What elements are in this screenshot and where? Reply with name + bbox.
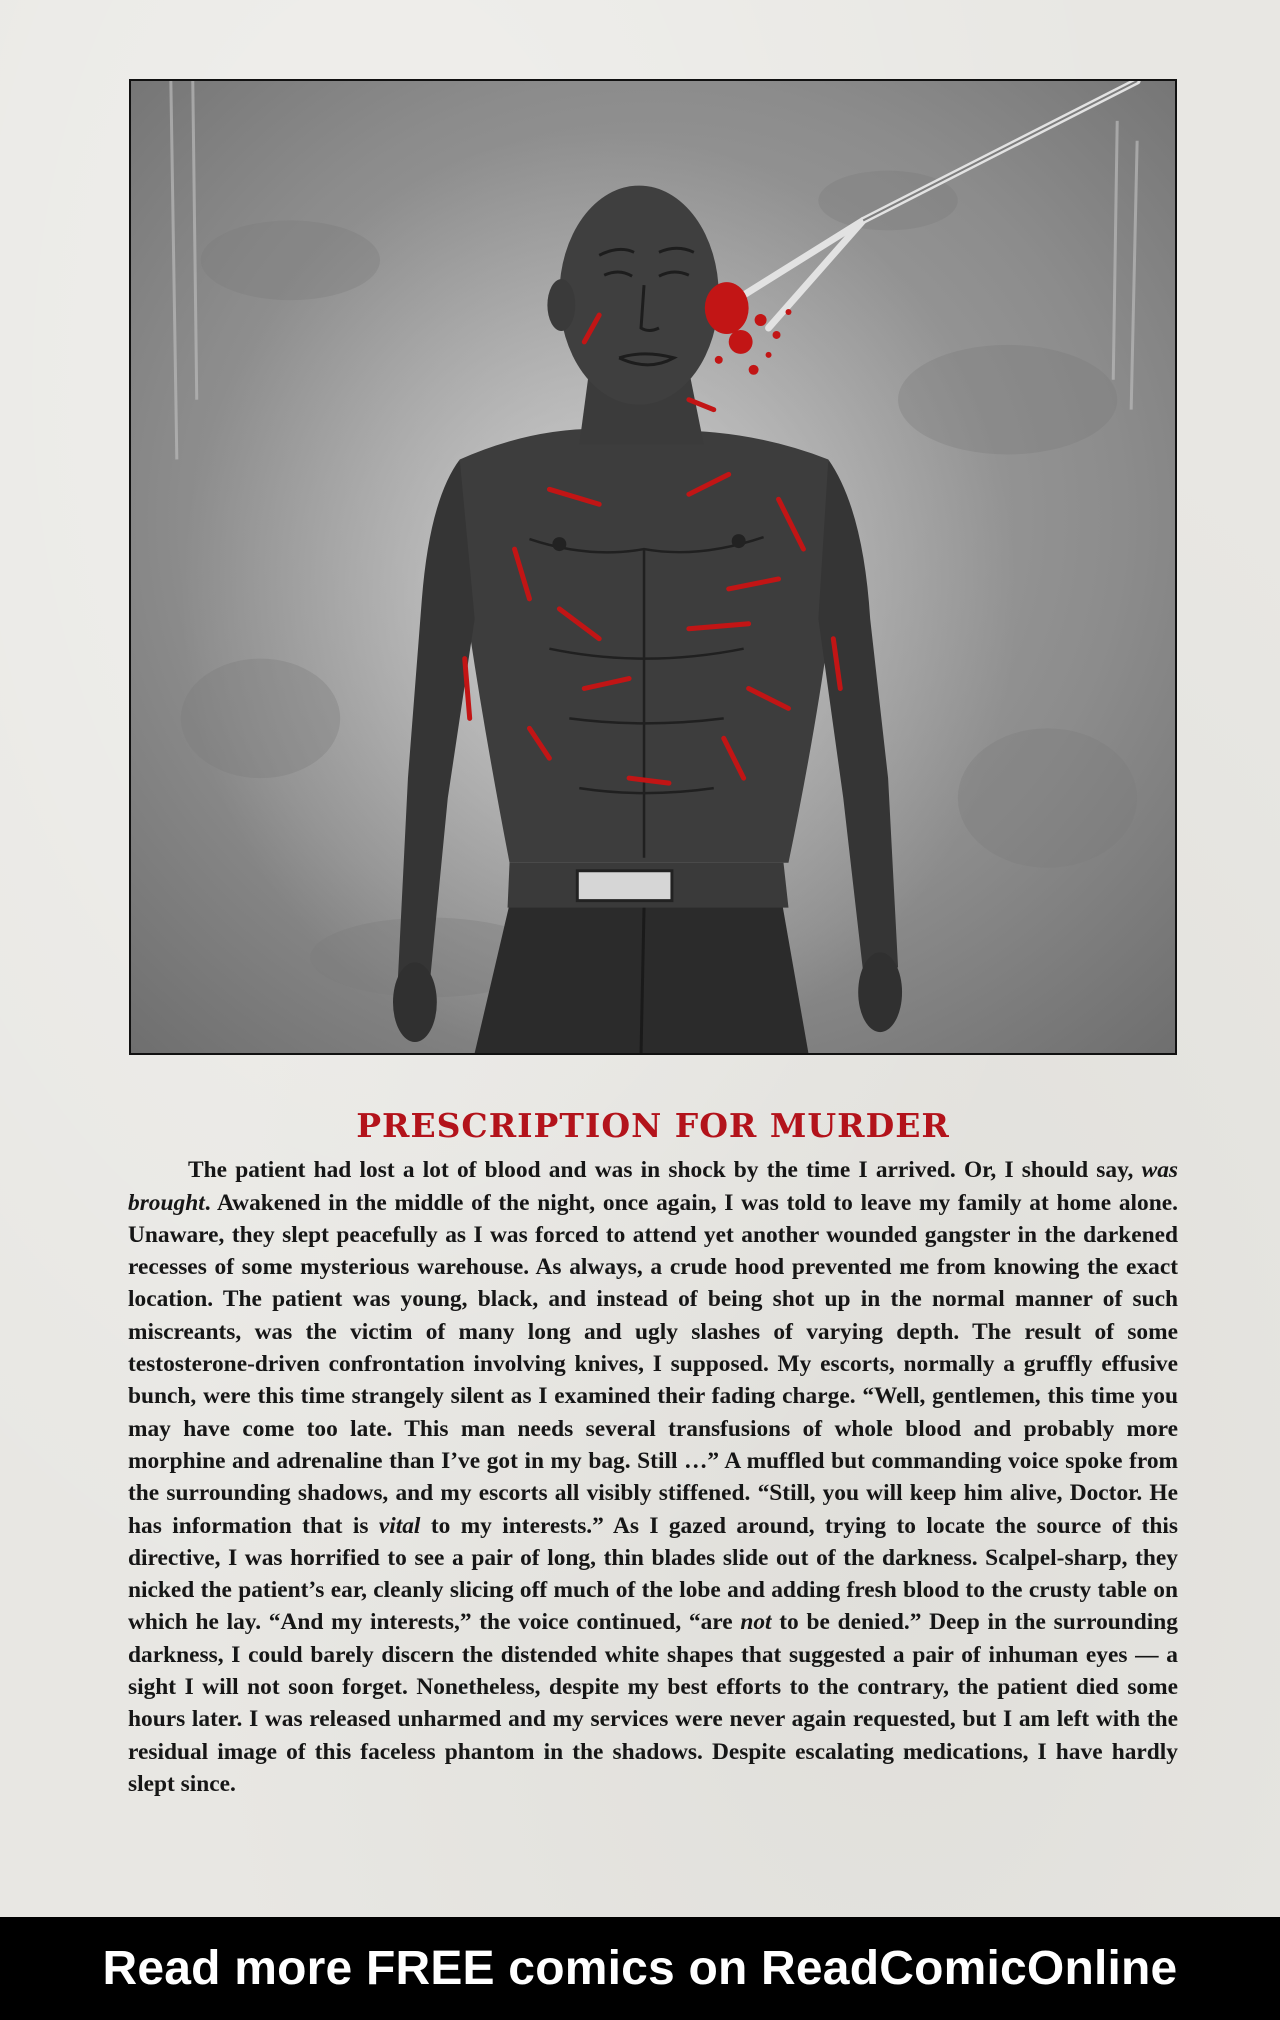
article-body — [128, 1154, 1178, 1800]
article-title: PRESCRIPTION FOR MURDER — [356, 1106, 950, 1145]
wounded-man-sketch — [131, 81, 1175, 1053]
article-body-text-4: to be denied.” Deep in the surrounding darkness, I could barely discern the distended white shapes that suggested a pair of inhuman eyes — a sight I will not soon forget. Nonetheless, despite my best efforts to the contrary, the patient died some hours later. I was released unharmed and my services were never again requested, but I am left with the residual image of this faceless phantom in the shadows. Despite escalating medications, I have hardly slept since. — [128, 1609, 1179, 1797]
article-body-emphasis-2: vital — [378, 1512, 421, 1539]
footer-banner-text[interactable]: Read more FREE comics on ReadComicOnline — [102, 1942, 1178, 1995]
article — [128, 1108, 1178, 1800]
article-body-emphasis-3: not — [740, 1609, 772, 1636]
article-body-text-1: The patient had lost a lot of blood and was in shock by the time I arrived. Or, I should say, — [188, 1157, 1142, 1184]
article-body-emphasis-1: was brought — [128, 1157, 1178, 1216]
comic-illustration — [129, 79, 1177, 1055]
article-body-text-2: . Awakened in the middle of the night, once again, I was told to leave my family at home alone. Unaware, they slept peacefully as I was forced to attend yet another wounded gangster in the darkened recesses of some mysterious warehouse. As always, a crude hood prevented me from knowing the exact location. The patient was young, black, and instead of being shot up in the normal manner of such miscreants, was the victim of many long and ugly slashes of varying depth. The result of some testosterone-driven confrontation involving knives, I supposed. My escorts, normally a gruffly effusive bunch, were this time strangely silent as I examined their fading charge. “Well, gentlemen, this time you may have come too late. This man needs several transfusions of whole blood and probably more morphine and adrenaline than I’ve got in my bag. Still …” A muffled but commanding voice spoke from the surrounding shadows, and my escorts all visibly stiffened. “Still, you will keep him alive, Doctor. He has information that is — [128, 1189, 1178, 1539]
article-body-text-3: to my interests.” As I gazed around, trying to locate the source of this directive, I was horrified to see a pair of long, thin blades slide out of the darkness. Scalpel-sharp, they nicked the patient’s ear, cleanly slicing off much of the lobe and adding fresh blood to the crusty table on which he lay. “And my interests,” the voice continued, “are — [128, 1512, 1178, 1636]
footer-banner[interactable] — [0, 1917, 1280, 2020]
